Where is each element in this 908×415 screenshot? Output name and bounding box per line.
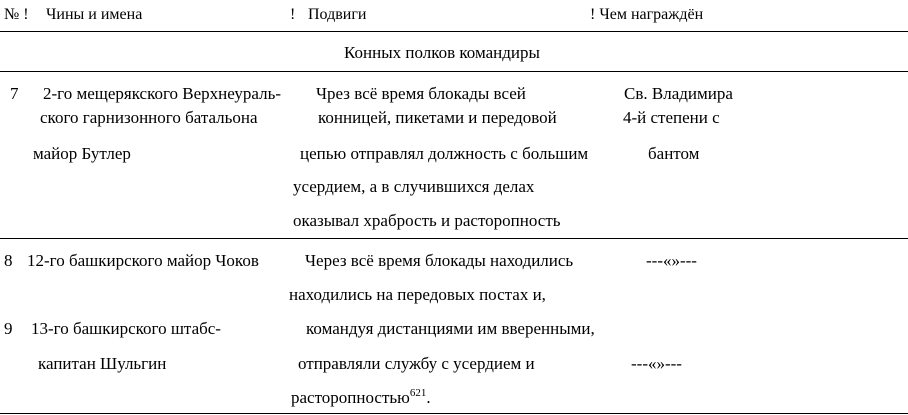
row-number: 7 [10,84,19,103]
row-feat-line: командуя дистанциями им вверенными, [306,319,595,338]
row-award-line: бантом [648,144,700,163]
row-feat-line: Чрез всё время блокады всей [316,84,526,103]
row-feat-line: конницей, пикетами и передовой [318,108,557,127]
row-feat-line: усердием, а в случившихся делах [293,177,535,196]
row-feat-line: Через всё время блокады находились [305,251,574,270]
row-feat-line: находились на передовых постах и, [289,285,546,304]
row-name-line: ского гарнизонного батальона [40,108,258,127]
header-awards: ! Чем награждён [590,6,704,23]
row-feat-line: оказывал храбрость и расторопность [293,211,561,230]
row-feat-line [291,389,431,406]
header-ranks-names: Чины и имена [46,6,143,23]
row-divider [0,238,908,239]
section-title: Конных полков командиры [344,43,540,62]
row-name-line: 12-го башкирского майор Чоков [27,251,259,270]
row-name-line: 13-го башкирского штабс- [31,319,221,338]
feat-text: расторопностью [291,388,410,407]
row-award-line: 4-й степени с [623,108,720,127]
row-award-line: ---«»--- [646,251,697,270]
footnote-marker: 621 [409,387,427,399]
row-feat-line: цепью отправлял должность с большим [300,144,589,163]
feat-end: . [426,388,431,407]
row-number: 8 [4,251,13,270]
row-name-line: 2-го мещерякского Верхнеураль- [43,84,281,103]
header-feats: Подвиги [308,6,367,23]
header-rule [0,31,908,32]
row-feat-line: отправляли службу с усердием и [298,354,535,373]
section-rule [0,71,908,72]
row-number: 9 [4,319,13,338]
header-separator: ! [290,6,296,23]
row-name-line: капитан Шульгин [38,354,167,373]
row-name-line: майор Бутлер [33,144,131,163]
header-number: № ! [4,6,29,23]
row-award-line: ---«»--- [631,354,682,373]
row-award-line: Св. Владимира [624,84,733,103]
bottom-rule [0,413,908,414]
